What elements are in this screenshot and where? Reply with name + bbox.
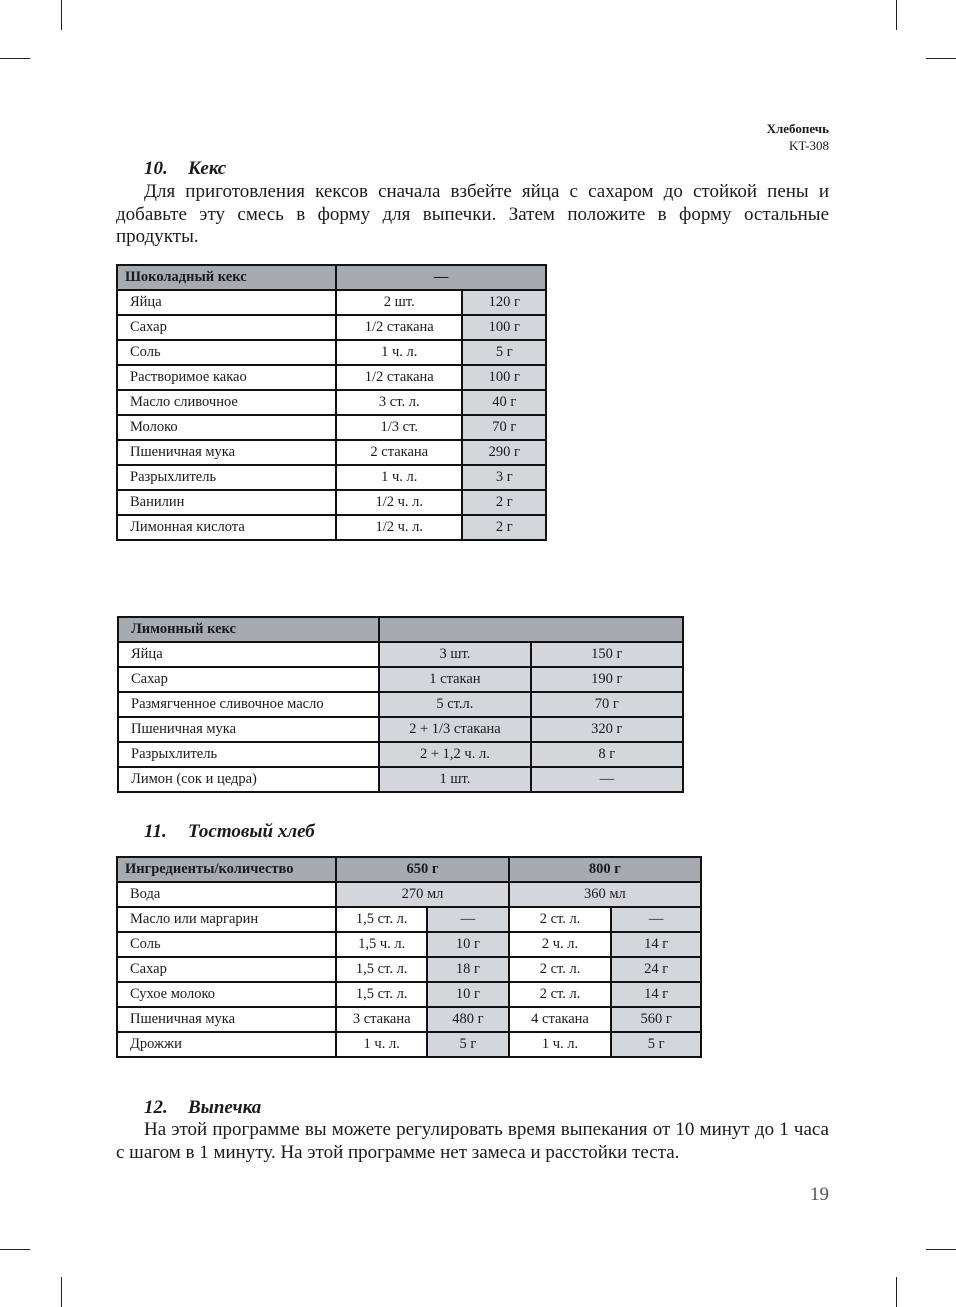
table-row bbox=[118, 642, 683, 667]
table-row bbox=[118, 692, 683, 717]
table-row bbox=[117, 340, 546, 365]
ingredient-name: Масло сливочное bbox=[117, 390, 336, 415]
ingredient-qty: 1/2 ч. л. bbox=[336, 515, 462, 540]
crop-mark bbox=[0, 1249, 30, 1250]
ingredient-name: Вода bbox=[117, 882, 336, 907]
table-title: Шоколадный кекс bbox=[117, 265, 336, 290]
weight-800: 14 г bbox=[611, 982, 701, 1007]
crop-mark bbox=[926, 58, 956, 59]
weight-800: 5 г bbox=[611, 1032, 701, 1057]
table-row bbox=[117, 290, 546, 315]
lemon-cake-table bbox=[117, 616, 684, 793]
table-row bbox=[118, 667, 683, 692]
header-model: KT-308 bbox=[789, 138, 829, 153]
qty-800: 2 ч. л. bbox=[509, 932, 612, 957]
ingredient-weight: 2 г bbox=[462, 490, 546, 515]
crop-mark bbox=[0, 58, 30, 59]
ingredient-qty: 1/2 ч. л. bbox=[336, 490, 462, 515]
ingredient-weight: 100 г bbox=[462, 365, 546, 390]
qty-650: 1,5 ст. л. bbox=[336, 957, 427, 982]
section-heading: Кекс bbox=[188, 158, 227, 179]
page-number: 19 bbox=[810, 1184, 829, 1205]
table-row bbox=[117, 365, 546, 390]
ingredient-qty: 1 ч. л. bbox=[336, 465, 462, 490]
ingredient-qty: 2 шт. bbox=[336, 290, 462, 315]
paragraph: На этой программе вы можете регулировать время выпекания от 10 минут до 1 часа с шагом в 1 минуту. На этой программе нет замеса и расстойки теста. bbox=[116, 1119, 829, 1163]
weight-800: 14 г bbox=[611, 932, 701, 957]
table-row bbox=[117, 390, 546, 415]
water-800: 360 мл bbox=[509, 882, 701, 907]
ingredient-weight: 150 г bbox=[531, 642, 683, 667]
section-number: 10. bbox=[144, 158, 168, 179]
qty-800: 1 ч. л. bbox=[509, 1032, 612, 1057]
ingredient-name: Пшеничная мука bbox=[117, 1007, 336, 1032]
ingredient-qty: 1 стакан bbox=[379, 667, 530, 692]
water-650: 270 мл bbox=[336, 882, 508, 907]
header-brand: Хлебопечь bbox=[766, 121, 829, 136]
crop-mark bbox=[61, 1277, 62, 1307]
table-header bbox=[118, 617, 683, 642]
ingredient-name: Сахар bbox=[118, 667, 379, 692]
chocolate-cake-table bbox=[116, 264, 547, 541]
weight-800: 560 г bbox=[611, 1007, 701, 1032]
table-row bbox=[117, 982, 701, 1007]
section-10-title bbox=[144, 158, 226, 180]
ingredient-name: Разрыхлитель bbox=[117, 465, 336, 490]
ingredient-name: Сахар bbox=[117, 315, 336, 340]
ingredient-weight: 100 г bbox=[462, 315, 546, 340]
header-800: 800 г bbox=[509, 857, 701, 882]
ingredient-qty: 2 стакана bbox=[336, 440, 462, 465]
ingredient-name: Разрыхлитель bbox=[118, 742, 379, 767]
ingredient-weight: 290 г bbox=[462, 440, 546, 465]
section-12-text bbox=[116, 1119, 829, 1164]
table-row bbox=[117, 515, 546, 540]
crop-mark bbox=[896, 0, 897, 30]
table-row bbox=[117, 957, 701, 982]
table-row bbox=[117, 415, 546, 440]
ingredient-name: Молоко bbox=[117, 415, 336, 440]
section-11-title bbox=[144, 821, 315, 843]
qty-650: 3 стакана bbox=[336, 1007, 427, 1032]
ingredient-weight: 8 г bbox=[531, 742, 683, 767]
ingredient-weight: 190 г bbox=[531, 667, 683, 692]
header-cell bbox=[379, 617, 683, 642]
ingredient-qty: 1 ч. л. bbox=[336, 340, 462, 365]
ingredient-weight: 120 г bbox=[462, 290, 546, 315]
section-heading: Тостовый хлеб bbox=[188, 821, 315, 842]
table-row bbox=[117, 932, 701, 957]
ingredient-weight: 70 г bbox=[462, 415, 546, 440]
table-title: Лимонный кекс bbox=[118, 617, 379, 642]
ingredient-name: Яйца bbox=[118, 642, 379, 667]
header-cell: — bbox=[336, 265, 546, 290]
table-header bbox=[117, 857, 701, 882]
weight-800: 24 г bbox=[611, 957, 701, 982]
qty-650: 1,5 ст. л. bbox=[336, 982, 427, 1007]
table-row bbox=[117, 315, 546, 340]
table-row bbox=[117, 907, 701, 932]
ingredient-name: Сухое молоко bbox=[117, 982, 336, 1007]
ingredient-name: Размягченное сливочное масло bbox=[118, 692, 379, 717]
section-number: 12. bbox=[144, 1097, 168, 1118]
ingredient-name: Дрожжи bbox=[117, 1032, 336, 1057]
table-header bbox=[117, 265, 546, 290]
section-10-text bbox=[116, 181, 829, 249]
qty-800: 2 ст. л. bbox=[509, 907, 612, 932]
table-title: Ингредиенты/количество bbox=[117, 857, 336, 882]
table-row bbox=[118, 742, 683, 767]
ingredient-name: Лимон (сок и цедра) bbox=[118, 767, 379, 792]
ingredient-name: Соль bbox=[117, 340, 336, 365]
weight-650: 10 г bbox=[427, 932, 509, 957]
ingredient-weight: 5 г bbox=[462, 340, 546, 365]
ingredient-weight: — bbox=[531, 767, 683, 792]
weight-650: 5 г bbox=[427, 1032, 509, 1057]
qty-800: 2 ст. л. bbox=[509, 957, 612, 982]
ingredient-name: Масло или маргарин bbox=[117, 907, 336, 932]
weight-800: — bbox=[611, 907, 701, 932]
qty-650: 1,5 ч. л. bbox=[336, 932, 427, 957]
ingredient-qty: 3 ст. л. bbox=[336, 390, 462, 415]
qty-800: 4 стакана bbox=[509, 1007, 612, 1032]
section-number: 11. bbox=[144, 821, 167, 842]
table-row bbox=[117, 1032, 701, 1057]
qty-650: 1,5 ст. л. bbox=[336, 907, 427, 932]
ingredient-qty: 1 шт. bbox=[379, 767, 530, 792]
ingredient-qty: 2 + 1/3 стакана bbox=[379, 717, 530, 742]
table-row bbox=[118, 717, 683, 742]
table-row bbox=[117, 1007, 701, 1032]
ingredient-name: Растворимое какао bbox=[117, 365, 336, 390]
header-650: 650 г bbox=[336, 857, 508, 882]
ingredient-weight: 2 г bbox=[462, 515, 546, 540]
ingredient-qty: 5 ст.л. bbox=[379, 692, 530, 717]
ingredient-weight: 3 г bbox=[462, 465, 546, 490]
ingredient-weight: 40 г bbox=[462, 390, 546, 415]
weight-650: — bbox=[427, 907, 509, 932]
table-row bbox=[117, 490, 546, 515]
weight-650: 10 г bbox=[427, 982, 509, 1007]
qty-650: 1 ч. л. bbox=[336, 1032, 427, 1057]
ingredient-name: Соль bbox=[117, 932, 336, 957]
ingredient-qty: 2 + 1,2 ч. л. bbox=[379, 742, 530, 767]
ingredient-name: Ванилин bbox=[117, 490, 336, 515]
ingredient-name: Пшеничная мука bbox=[117, 440, 336, 465]
ingredient-qty: 1/2 стакана bbox=[336, 315, 462, 340]
crop-mark bbox=[896, 1277, 897, 1307]
ingredient-name: Сахар bbox=[117, 957, 336, 982]
table-row bbox=[117, 465, 546, 490]
table-row bbox=[117, 882, 701, 907]
qty-800: 2 ст. л. bbox=[509, 982, 612, 1007]
page-header bbox=[767, 120, 829, 154]
ingredient-weight: 70 г bbox=[531, 692, 683, 717]
ingredient-name: Пшеничная мука bbox=[118, 717, 379, 742]
ingredient-weight: 320 г bbox=[531, 717, 683, 742]
ingredient-name: Яйца bbox=[117, 290, 336, 315]
section-heading: Выпечка bbox=[188, 1097, 262, 1118]
ingredient-qty: 1/3 ст. bbox=[336, 415, 462, 440]
crop-mark bbox=[61, 0, 62, 30]
table-row bbox=[117, 440, 546, 465]
section-12-title bbox=[144, 1097, 261, 1119]
paragraph: Для приготовления кексов сначала взбейте яйца с сахаром до стойкой пены и добавьте эту смесь в форму для выпечки. Затем положите в форму остальные продукты. bbox=[116, 181, 829, 247]
toast-bread-table bbox=[116, 856, 702, 1058]
ingredient-name: Лимонная кислота bbox=[117, 515, 336, 540]
ingredient-qty: 3 шт. bbox=[379, 642, 530, 667]
ingredient-qty: 1/2 стакана bbox=[336, 365, 462, 390]
crop-mark bbox=[926, 1249, 956, 1250]
table-row bbox=[118, 767, 683, 792]
weight-650: 480 г bbox=[427, 1007, 509, 1032]
weight-650: 18 г bbox=[427, 957, 509, 982]
